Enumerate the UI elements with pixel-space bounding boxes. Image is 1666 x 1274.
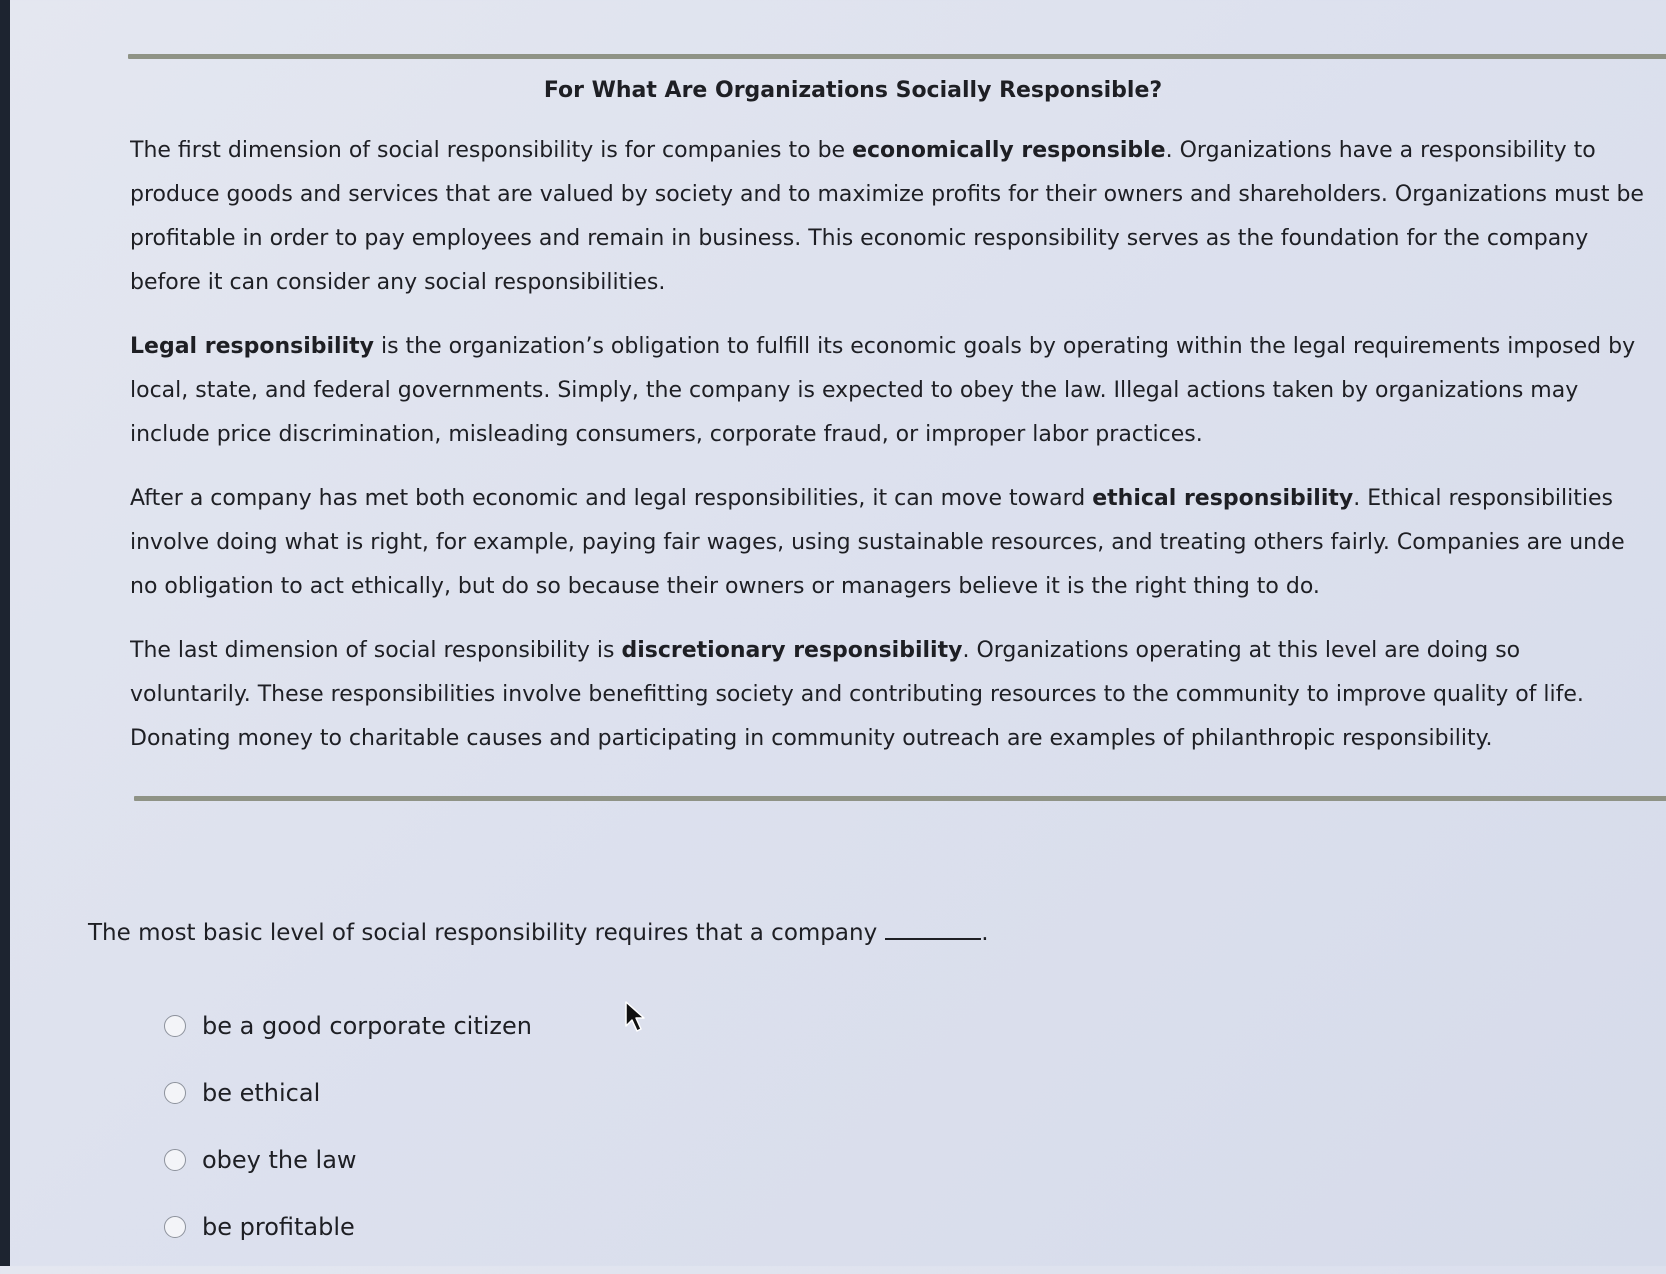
- paragraph-line: no obligation to act ethically, but do so because their owners or managers believe it is the right thing to do.: [130, 574, 1320, 599]
- radio-button-icon[interactable]: [164, 1015, 186, 1037]
- radio-button-icon[interactable]: [164, 1082, 186, 1104]
- bottom-divider: [134, 796, 1666, 801]
- paragraph-line: before it can consider any social responsibilities.: [130, 270, 666, 295]
- key-term: Legal responsibility: [130, 334, 374, 359]
- key-term: ethical responsibility: [1092, 486, 1354, 511]
- paragraph-legal: [130, 325, 1666, 457]
- option-good-corporate-citizen[interactable]: [164, 1006, 532, 1046]
- screen-bezel: [0, 0, 10, 1266]
- mouse-pointer-icon: [624, 1000, 648, 1034]
- option-label: be ethical: [202, 1079, 321, 1107]
- top-divider: [128, 54, 1666, 59]
- question-end: .: [981, 920, 989, 946]
- paragraph-line: profitable in order to pay employees and remain in business. This economic responsibility serves as the foundation for the company: [130, 226, 1589, 251]
- option-label: obey the law: [202, 1146, 357, 1174]
- answer-blank: [885, 918, 981, 940]
- option-profitable[interactable]: [164, 1207, 532, 1247]
- screen: [10, 0, 1666, 1266]
- paragraph-line: The last dimension of social responsibility is discretionary responsibility. Organizations operating at this level are doing so: [130, 638, 1521, 663]
- option-ethical[interactable]: [164, 1073, 532, 1113]
- answer-options: [164, 1006, 532, 1274]
- paragraph-line: local, state, and federal governments. Simply, the company is expected to obey the law. Illegal actions taken by organizations may: [130, 378, 1579, 403]
- paragraph-discretionary: [130, 629, 1666, 761]
- paragraph-line: voluntarily. These responsibilities involve benefitting society and contributing resources to the community to improve quality of life.: [130, 682, 1584, 707]
- option-label: be a good corporate citizen: [202, 1012, 532, 1040]
- paragraph-ethical: [130, 477, 1666, 609]
- option-obey-law[interactable]: [164, 1140, 532, 1180]
- paragraph-line: The first dimension of social responsibility is for companies to be economically responsible. Organizations have a responsibility to: [130, 138, 1596, 163]
- key-term: economically responsible: [852, 138, 1166, 163]
- option-label: be profitable: [202, 1213, 355, 1241]
- radio-button-icon[interactable]: [164, 1216, 186, 1238]
- paragraph-line: Donating money to charitable causes and participating in community outreach are examples of philanthropic responsibility.: [130, 726, 1493, 751]
- paragraph-economic: [130, 129, 1666, 305]
- passage-title: For What Are Organizations Socially Responsible?: [543, 78, 1163, 103]
- paragraph-line: involve doing what is right, for example, paying fair wages, using sustainable resources, and treating others fairly. Companies are unde: [130, 530, 1625, 555]
- question-text: The most basic level of social responsibility requires that a company: [88, 920, 878, 946]
- paragraph-line: Legal responsibility is the organization’s obligation to fulfill its economic goals by operating within the legal requirements imposed by: [130, 334, 1636, 359]
- reading-passage: [130, 78, 1666, 781]
- question-prompt: [88, 918, 989, 946]
- key-term: discretionary responsibility: [621, 638, 963, 663]
- paragraph-line: include price discrimination, misleading consumers, corporate fraud, or improper labor practices.: [130, 422, 1203, 447]
- radio-button-icon[interactable]: [164, 1149, 186, 1171]
- paragraph-line: produce goods and services that are valued by society and to maximize profits for their owners and shareholders. Organizations must be: [130, 182, 1644, 207]
- paragraph-line: After a company has met both economic and legal responsibilities, it can move toward ethical responsibility. Ethical responsibilities: [130, 486, 1614, 511]
